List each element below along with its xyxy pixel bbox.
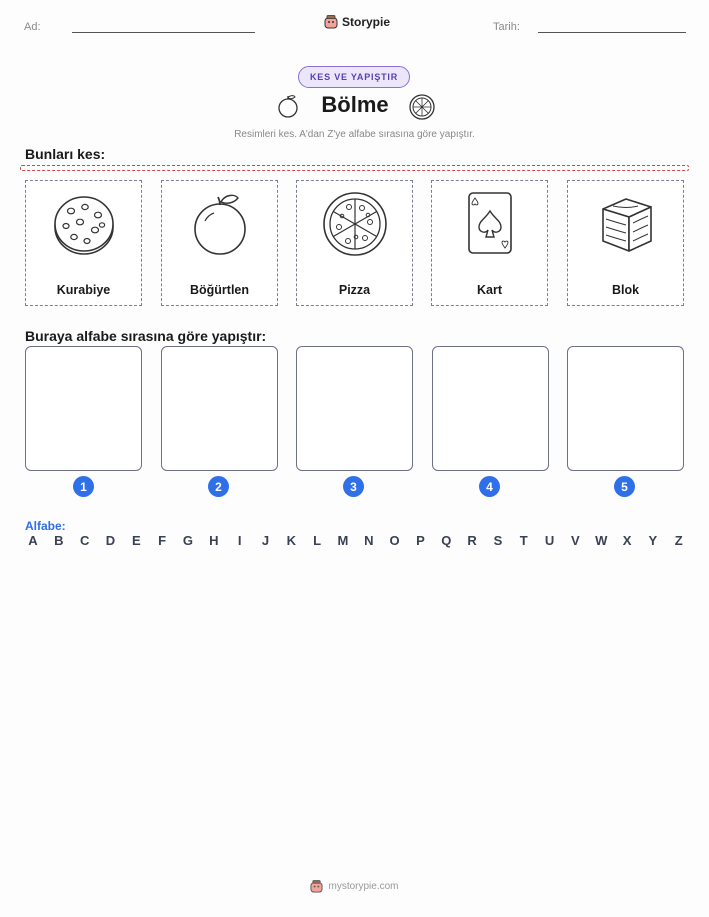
brand-name: Storypie [342,15,391,29]
letter: K [286,533,296,548]
letter: W [595,533,608,548]
letter: M [337,533,349,548]
letter: L [313,533,322,548]
letter: A [28,533,38,548]
letter: J [261,533,270,548]
cut-card-kart[interactable] [431,180,548,306]
number-badge-5: 5 [614,476,635,497]
fruit-icon [275,93,301,119]
wood-block-icon [591,189,661,259]
letter: O [389,533,400,548]
letter: P [416,533,425,548]
letter: I [237,533,242,548]
letter: S [493,533,503,548]
paste-heading: Buraya alfabe sırasına göre yapıştır: [25,328,267,344]
footer [0,880,709,893]
cut-line [20,165,689,171]
card-label: Blok [611,283,640,297]
card-label: Kurabiye [56,283,111,297]
letter: T [519,533,528,548]
fruit-icon [185,189,255,259]
paste-box-4[interactable] [432,346,549,471]
letter: U [544,533,555,548]
letter: D [105,533,116,548]
name-label: Ad: [24,21,41,33]
paste-box-2[interactable] [161,346,278,471]
cut-heading: Bunları kes: [25,146,106,162]
letter: Z [674,533,683,548]
letter: Y [648,533,658,548]
card-label: Pizza [338,283,371,297]
name-line[interactable] [72,32,255,33]
storypie-logo-icon [310,880,323,893]
cookie-icon [49,189,119,259]
page-title: Bölme [321,92,389,117]
footer-url[interactable]: mystorypie.com [328,881,399,892]
card-label: Böğürtlen [189,283,250,297]
cut-card-blok[interactable] [567,180,684,306]
letter: V [571,533,580,548]
paste-box-3[interactable] [296,346,413,471]
letter: N [364,533,374,548]
letter: H [209,533,219,548]
storypie-logo-icon [324,15,338,29]
letter: E [131,533,141,548]
pizza-icon [408,93,436,121]
instructions: Resimleri kes. A'dan Z'ye alfabe sırasına göre yapıştır. [234,129,475,140]
number-badge-1: 1 [73,476,94,497]
paste-box-5[interactable] [567,346,684,471]
letter: B [54,533,64,548]
letter: Q [441,533,452,548]
number-badge-3: 3 [343,476,364,497]
letter: C [79,533,90,548]
number-badge-2: 2 [208,476,229,497]
brand-logo [324,15,390,29]
number-badge-4: 4 [479,476,500,497]
spade-card-icon [455,189,525,259]
cut-card-pizza[interactable] [296,180,413,306]
date-line[interactable] [538,32,686,33]
cut-card-kurabiye[interactable] [25,180,142,306]
card-label: Kart [476,283,502,297]
date-label: Tarih: [493,21,520,33]
cut-card-bogurtlen[interactable] [161,180,278,306]
letter: F [158,533,167,548]
alphabet-heading: Alfabe: [25,519,66,533]
pizza-icon [320,189,390,259]
paste-box-1[interactable] [25,346,142,471]
letter: G [182,533,194,548]
letter: X [622,533,632,548]
letter: R [467,533,477,548]
alphabet-row [25,533,687,548]
activity-tag: KES VE YAPIŞTIR [298,66,410,88]
